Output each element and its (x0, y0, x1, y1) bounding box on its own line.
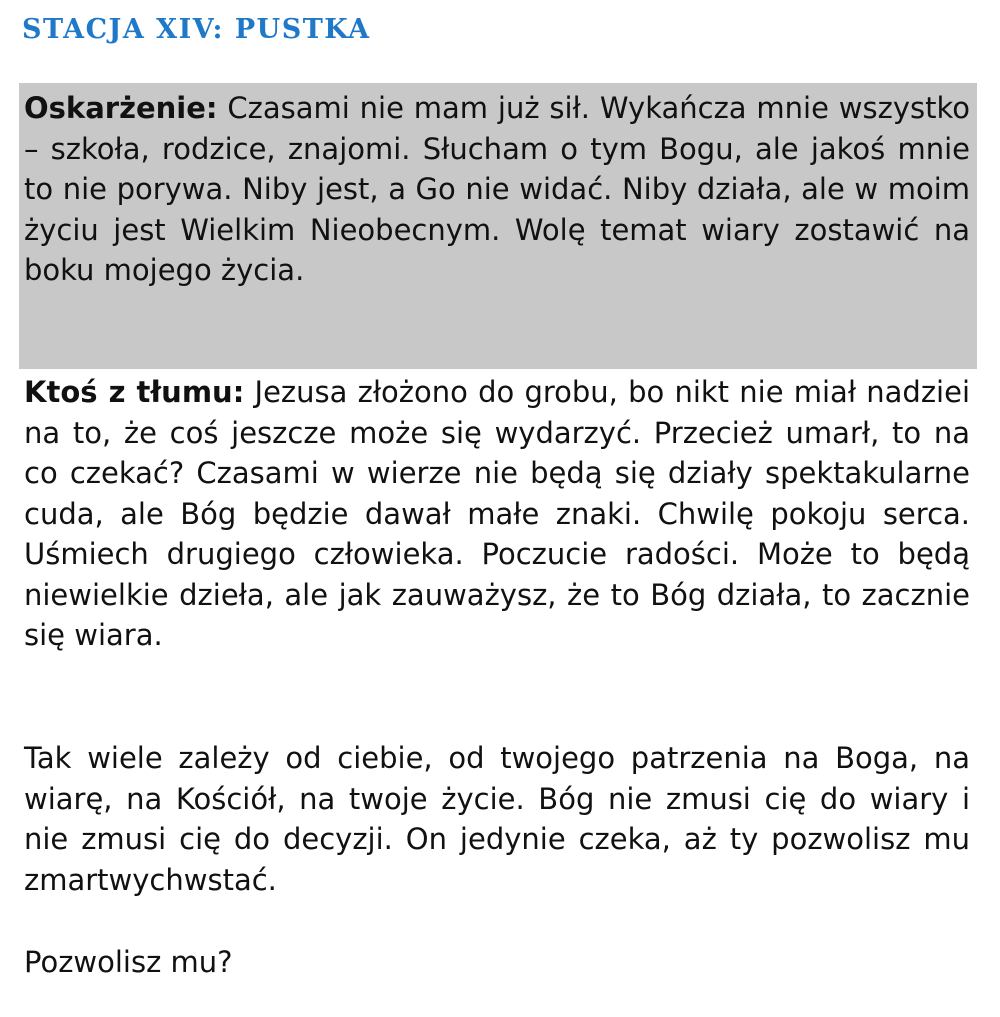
accusation-box (19, 83, 977, 369)
crowd-text: Jezusa złożono do grobu, bo nikt nie miał nadziei na to, że coś jeszcze może się wydarzyć. Przecież umarł, to na co czekać? Czasami w wierze nie będą się działy spektakularne cuda, ale Bóg będzie dawał małe znaki. Chwilę pokoju serca. Uśmiech drugiego człowieka. Poczucie radości. Może to będą niewielkie dzieła, ale jak zauważysz, że to Bóg działa, to zacznie się wiara. (24, 375, 970, 652)
accusation-paragraph (24, 88, 970, 291)
station-title: STACJA XIV: PUSTKA (22, 14, 371, 45)
accusation-label: Oskarżenie: (24, 91, 218, 125)
crowd-paragraph (24, 372, 970, 656)
reflection-paragraph: Tak wiele zależy od ciebie, od twojego patrzenia na Boga, na wiarę, na Kościół, na twoje życie. Bóg nie zmusi cię do wiary i nie zmusi cię do decyzji. On jedynie czeka, aż ty pozwolisz mu zmartwychwstać. (24, 741, 970, 897)
closing-question: Pozwolisz mu? (24, 945, 233, 979)
crowd-label: Ktoś z tłumu: (24, 375, 245, 409)
accusation-text: Czasami nie mam już sił. Wykańcza mnie wszystko – szkoła, rodzice, znajomi. Słucham o tym Bogu, ale jakoś mnie to nie porywa. Niby jest, a Go nie widać. Niby działa, ale w moim życiu jest Wielkim Nieobecnym. Wolę temat wiary zostawić na boku mojego życia. (24, 91, 970, 287)
